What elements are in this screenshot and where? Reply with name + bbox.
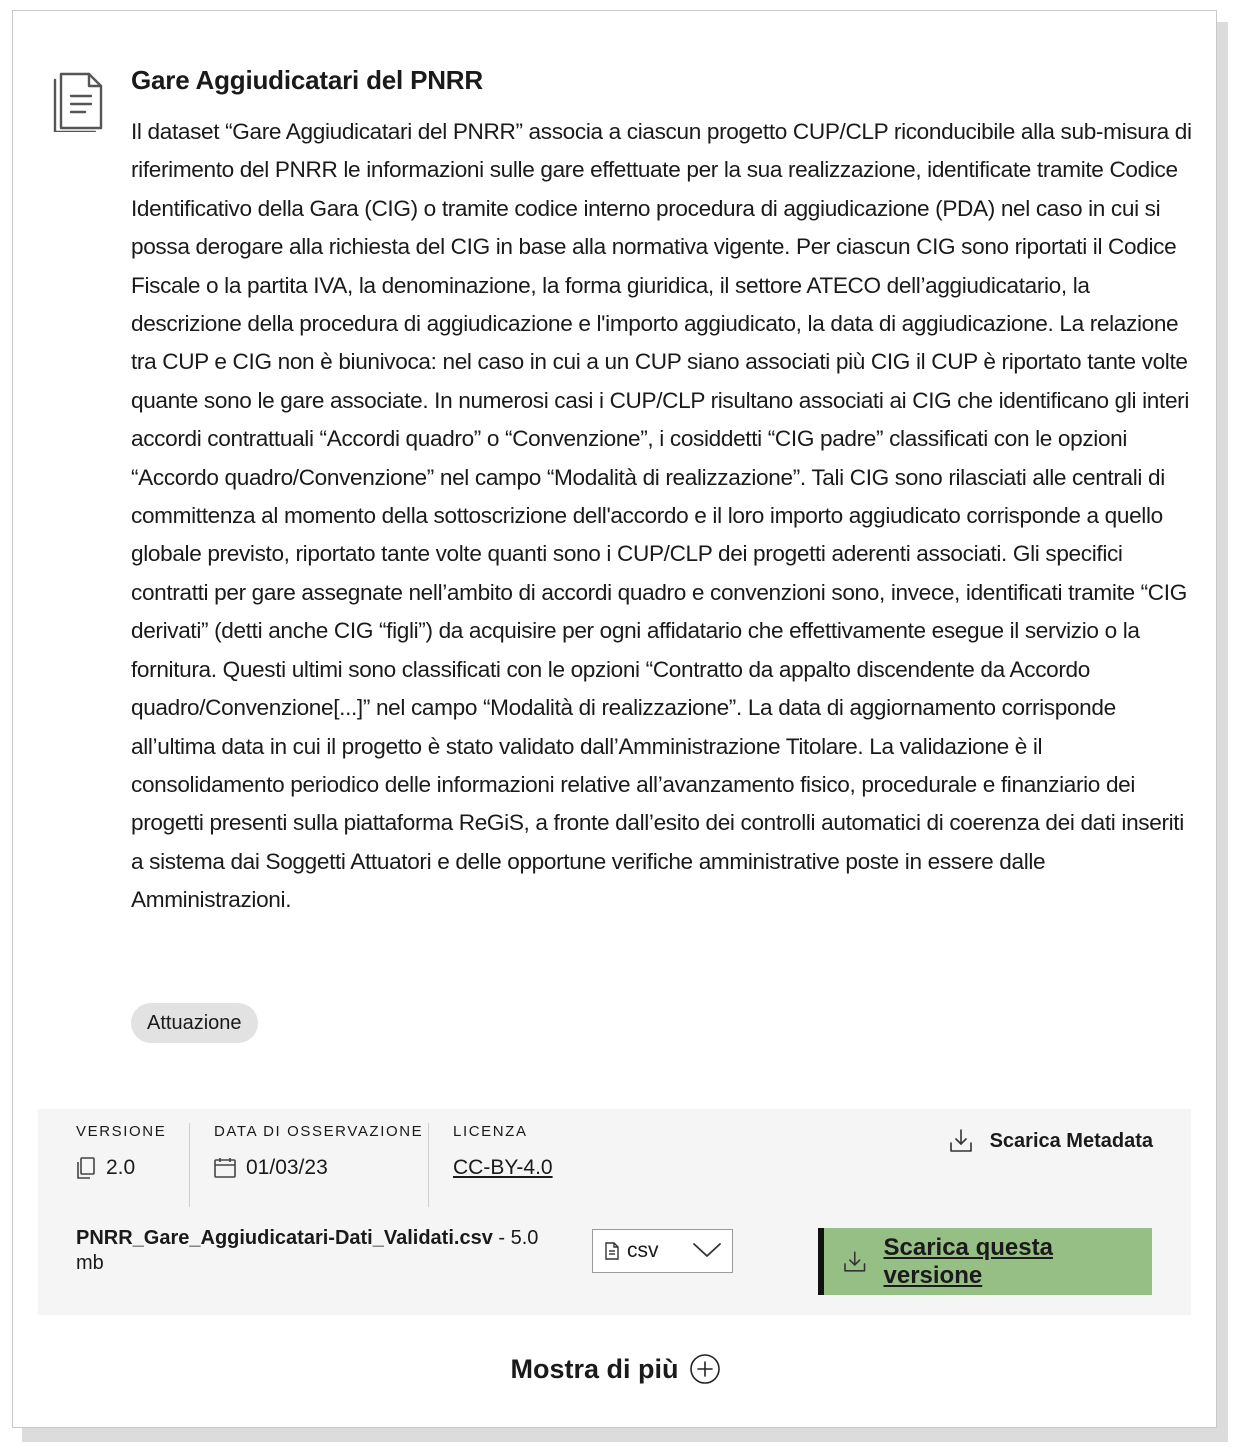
download-icon [950,1129,972,1153]
format-selected-value: csv [627,1239,659,1262]
download-metadata-button[interactable] [950,1129,1153,1153]
dataset-title: Gare Aggiudicatari del PNRR [131,65,483,95]
show-more-button[interactable] [13,1353,1218,1385]
license-value-row [453,1156,628,1180]
dataset-card [12,10,1217,1428]
chevron-down-icon [692,1240,722,1260]
date-label: DATA DI OSSERVAZIONE [214,1123,424,1140]
license-link[interactable]: CC-BY-4.0 [453,1156,553,1179]
download-version-button[interactable] [818,1228,1152,1295]
date-value-row [214,1156,427,1180]
version-column [76,1123,188,1207]
document-icon [51,66,105,132]
show-more-label: Mostra di più [510,1353,679,1384]
version-value: 2.0 [106,1156,136,1179]
plus-circle-icon [689,1353,721,1385]
file-icon [605,1242,619,1260]
download-version-label: Scarica questa versione [883,1233,1053,1289]
file-info [76,1226,556,1276]
download-icon [844,1251,866,1273]
license-label: LICENZA [453,1123,528,1140]
format-select[interactable] [592,1229,733,1273]
file-size: - 5.0 mb [76,1227,539,1274]
license-column [428,1123,628,1207]
date-column [189,1123,427,1207]
category-tag[interactable]: Attuazione [131,1003,258,1043]
version-panel [38,1109,1191,1315]
version-label: VERSIONE [76,1123,167,1140]
calendar-icon [214,1158,236,1178]
copy-icon [76,1157,96,1179]
download-metadata-label: Scarica Metadata [989,1129,1153,1152]
version-value-row [76,1156,188,1180]
date-value: 01/03/23 [246,1156,328,1179]
file-name: PNRR_Gare_Aggiudicatari-Dati_Validati.csv [76,1227,493,1249]
dataset-description: Il dataset “Gare Aggiudicatari del PNRR” associa a ciascun progetto CUP/CLP riconducibile alla sub-misura di riferimento del PNRR le informazioni sulle gare effettuate per la sua realizzazione, identificate tramite Codice Identificativo della Gara (CIG) o tramite codice interno procedura di aggiudicazione (PDA) nel caso in cui si possa derogare alla richiesta del CIG in base alla normativa vigente. Per ciascun CIG sono riportati il Codice Fiscale o la partita IVA, la denominazione, la forma giuridica, il settore ATECO dell’aggiudicatario, la descrizione della procedura di aggiudicazione e l'importo aggiudicato, la data di aggiudicazione. La relazione tra CUP e CIG non è biunivoca: nel caso in cui a un CUP siano associati più CIG il CUP è riportato tante volte quante sono le gare associate. In numerosi casi i CUP/CLP risultano associati ai CIG che identificano gli interi accordi contrattuali “Accordi quadro” o “Convenzione”, i cosiddetti “CIG padre” classificati con le opzioni “Accordo quadro/Convenzione” nel campo “Modalità di realizzazione”. Tali CIG sono rilasciati alle centrali di committenza al momento della sottoscrizione dell'accordo e il loro importo aggiudicato corrisponde a quello globale previsto, riportato tante volte quanti sono i CUP/CLP dei progetti aderenti associati. Gli specifici contratti per gare assegnate nell’ambito di accordi quadro e convenzioni sono, invece, identificati tramite “CIG derivati” (detti anche CIG “figli”) da acquisire per ogni affidatario che effettivamente esegue il servizio o la fornitura. Questi ultimi sono classificati con le opzioni “Contratto da appalto discendente da Accordo quadro/Convenzione[...]” nel campo “Modalità di realizzazione”. La data di aggiornamento corrisponde all’ultima data in cui il progetto è stato validato dall’Amministrazione Titolare. La validazione è il consolidamento periodico delle informazioni relative all’avanzamento fisico, procedurale e finanziario dei progetti presenti sulla piattaforma ReGiS, a fronte dall’esito dei controlli automatici di coerenza dei dati inseriti a sistema dai Soggetti Attuatori e delle opportune verifiche amministrative poste in essere dalle Amministrazioni. [131,119,1192,913]
